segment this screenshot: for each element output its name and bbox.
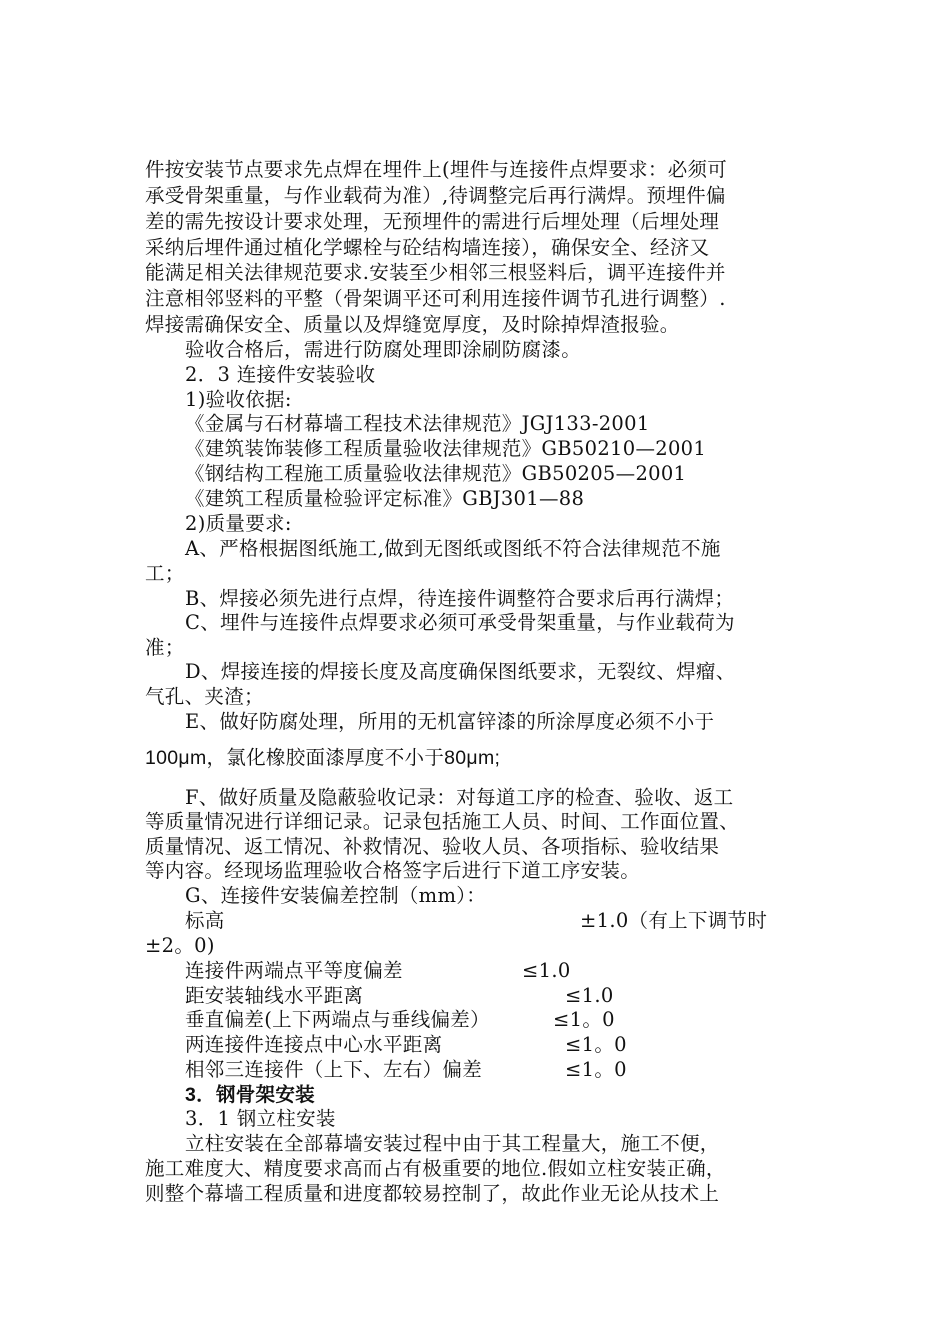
section-heading: 2．3 连接件安装验收 (185, 363, 376, 386)
text-line: 1)验收依据: (185, 388, 292, 411)
text-line: 采纳后埋件通过植化学螺栓与砼结构墙连接），确保安全、经济又 (145, 236, 710, 259)
text-line: 气孔、夹渣； (145, 685, 264, 708)
text-line: 承受骨架重量，与作业载荷为准）,待调整完后再行满焊。预埋件偏 (145, 184, 726, 207)
text-line: 准； (145, 636, 185, 659)
text-line: D、焊接连接的焊接长度及高度确保图纸要求，无裂纹、焊瘤、 (185, 660, 736, 683)
tolerance-value: ±1.0（有上下调节时 (580, 909, 768, 932)
text-line: 质量情况、返工情况、补救情况、验收人员、各项指标、验收结果 (145, 835, 720, 858)
tolerance-label: 连接件两端点平等度偏差 (185, 959, 403, 982)
text-line: 焊接需确保安全、质量以及焊缝宽厚度，及时除掉焊渣报验。 (145, 313, 680, 336)
text-line: 《金属与石材幕墙工程技术法律规范》JGJ133-2001 (185, 412, 650, 435)
text-line: F、做好质量及隐蔽验收记录：对每道工序的检查、验收、返工 (185, 786, 734, 809)
text-line: 《钢结构工程施工质量验收法律规范》GB50205—2001 (185, 462, 687, 485)
text-line: 施工难度大、精度要求高而占有极重要的地位.假如立柱安装正确， (145, 1157, 726, 1180)
text-line: A、严格根据图纸施工,做到无图纸或图纸不符合法律规范不施 (185, 537, 721, 560)
text-line: 则整个幕墙工程质量和进度都较易控制了，故此作业无论从技术上 (145, 1182, 720, 1205)
text-line: 件按安装节点要求先点焊在埋件上(埋件与连接件点焊要求：必须可 (145, 158, 728, 181)
section-heading: 3．钢骨架安装 (185, 1084, 315, 1106)
text-line: B、焊接必须先进行点焊，待连接件调整符合要求后再行满焊； (185, 587, 735, 610)
text-line: 100μm，氯化橡胶面漆厚度不小于80μm; (145, 747, 501, 769)
tolerance-label: 相邻三连接件（上下、左右）偏差 (185, 1058, 483, 1081)
tolerance-label: 两连接件连接点中心水平距离 (185, 1033, 443, 1056)
text-line: 验收合格后，需进行防腐处理即涂刷防腐漆。 (185, 338, 582, 361)
tolerance-value: ≤1.0 (565, 984, 614, 1007)
text-line: 《建筑工程质量检验评定标准》GBJ301—88 (185, 487, 585, 510)
text-line: ±2。0) (145, 934, 215, 957)
tolerance-value: ≤1.0 (522, 959, 571, 982)
tolerance-label: 标高 (185, 909, 225, 932)
text-line: 2)质量要求: (185, 512, 292, 535)
tolerance-value: ≤1。0 (565, 1058, 627, 1081)
tolerance-label: 距安装轴线水平距离 (185, 984, 364, 1007)
subsection-heading: 3．1 钢立柱安装 (185, 1107, 336, 1130)
text-line: 差的需先按设计要求处理，无预埋件的需进行后埋处理（后埋处理 (145, 210, 720, 233)
text-line: 注意相邻竖料的平整（骨架调平还可利用连接件调节孔进行调整）. (145, 287, 726, 310)
tolerance-label: 垂直偏差(上下两端点与垂线偏差） (185, 1008, 490, 1031)
text-line: E、做好防腐处理，所用的无机富锌漆的所涂厚度必须不小于 (185, 710, 715, 733)
tolerance-value: ≤1。0 (565, 1033, 627, 1056)
text-line: 等内容。经现场监理验收合格签字后进行下道工序安装。 (145, 859, 641, 882)
text-line: C、埋件与连接件点焊要求必须可承受骨架重量，与作业载荷为 (185, 611, 735, 634)
text-line: 等质量情况进行详细记录。记录包括施工人员、时间、工作面位置、 (145, 810, 740, 833)
text-line: G、连接件安装偏差控制（mm）： (185, 884, 487, 907)
text-line: 工； (145, 562, 185, 585)
text-line: 《建筑装饰装修工程质量验收法律规范》GB50210—2001 (185, 437, 707, 460)
tolerance-value: ≤1。0 (553, 1008, 615, 1031)
text-line: 能满足相关法律规范要求.安装至少相邻三根竖料后，调平连接件并 (145, 261, 726, 284)
text-line: 立柱安装在全部幕墙安装过程中由于其工程量大，施工不便， (185, 1132, 720, 1155)
